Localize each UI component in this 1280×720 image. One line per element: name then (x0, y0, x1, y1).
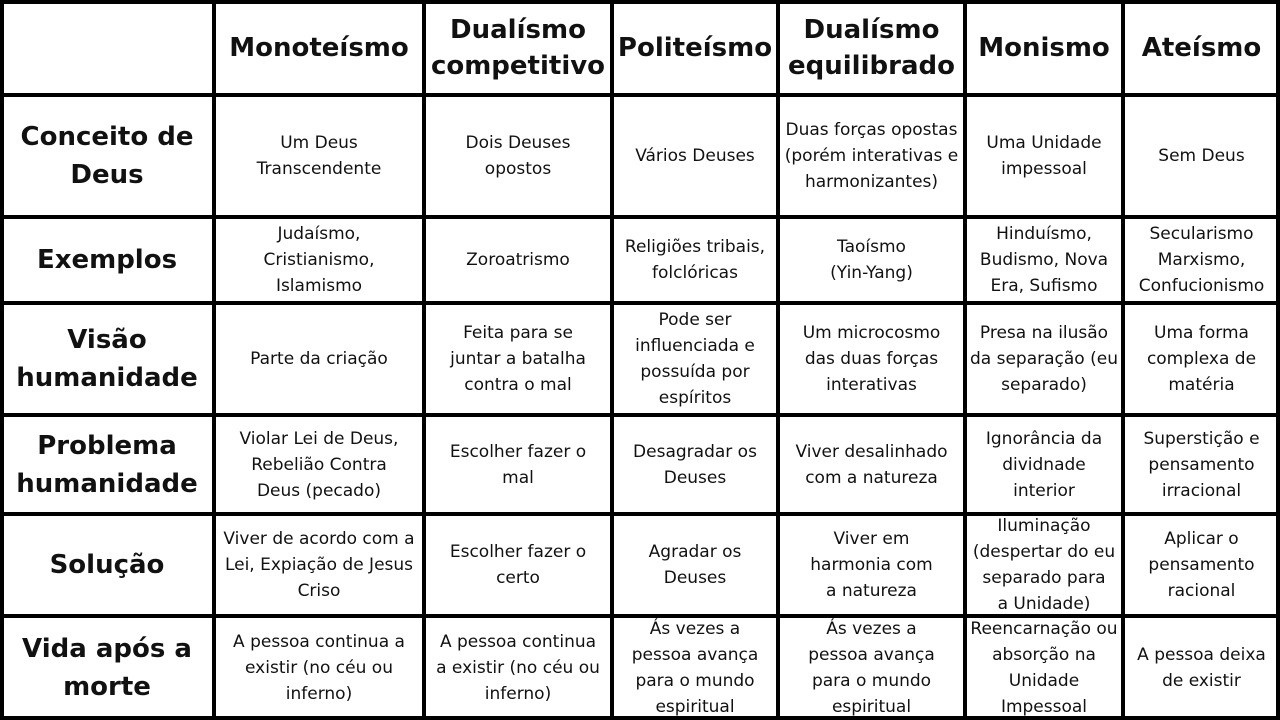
column-header-dualismo-competitivo: Dualísmo competitivo (430, 14, 606, 81)
cell-problema-humanidade-monoteismo: Violar Lei de Deus, Rebelião Contra Deus (pecado) (239, 428, 399, 501)
cell-vida-apos-a-morte-dualismo-competitivo: A pessoa continua a existir (no céu ou inferno) (436, 632, 600, 704)
cell-visao-humanidade-ateismo: Uma forma complexa de matéria (1146, 323, 1257, 395)
cell-visao-humanidade-dualismo-equilibrado: Um microcosmo das duas forças interativas (802, 323, 941, 395)
cell-solucao-monismo: Iluminação (despertar do eu separado para a Unidade) (972, 516, 1116, 614)
row-header-problema-humanidade: Problema humanidade (16, 430, 198, 499)
cell-conceito-de-deus-monismo: Uma Unidade impessoal (986, 133, 1102, 179)
cell-exemplos-dualismo-competitivo: Zoroatrismo (466, 250, 570, 270)
cell-problema-humanidade-monismo: Ignorância da dividnade interior (985, 428, 1103, 501)
column-header-ateismo: Ateísmo (1141, 32, 1262, 63)
corner-cell (0, 0, 214, 95)
cell-visao-humanidade-dualismo-competitivo: Feita para se juntar a batalha contra o mal (450, 323, 586, 395)
cell-visao-humanidade-monoteismo: Parte da criação (250, 349, 388, 369)
row-header-solucao: Solução (49, 550, 165, 580)
row-header-visao-humanidade: Visão humanidade (16, 325, 198, 393)
column-header-monismo: Monismo (978, 32, 1110, 63)
cell-vida-apos-a-morte-monismo: Reencarnação ou absorção na Unidade Impessoal (970, 619, 1118, 717)
cell-solucao-monoteismo: Viver de acordo com a Lei, Expiação de Jesus Criso (223, 529, 415, 601)
row-header-exemplos: Exemplos (36, 245, 178, 275)
cell-conceito-de-deus-dualismo-competitivo: Dois Deuses opostos (465, 133, 571, 179)
cell-exemplos-dualismo-equilibrado: Taoísmo (Yin-Yang) (830, 237, 913, 283)
cell-vida-apos-a-morte-politeismo: Ás vezes a pessoa avança para o mundo espiritual (631, 619, 759, 717)
cell-visao-humanidade-politeismo: Pode ser influenciada e possuída por espíritos (635, 310, 755, 408)
cell-solucao-politeismo: Agradar os Deuses (648, 542, 742, 588)
cell-problema-humanidade-ateismo: Superstição e pensamento irracional (1143, 428, 1260, 501)
cell-conceito-de-deus-ateismo: Sem Deus (1158, 146, 1245, 166)
cell-exemplos-monoteismo: Judaísmo, Cristianismo, Islamismo (263, 224, 375, 296)
cell-exemplos-monismo: Hinduísmo, Budismo, Nova Era, Sufismo (979, 224, 1109, 296)
row-header-conceito-de-deus: Conceito de Deus (20, 122, 194, 190)
cell-vida-apos-a-morte-ateismo: A pessoa deixa de existir (1137, 645, 1266, 691)
cell-solucao-ateismo: Aplicar o pensamento racional (1148, 529, 1255, 601)
cell-vida-apos-a-morte-dualismo-equilibrado: Ás vezes a pessoa avança para o mundo espiritual (808, 619, 935, 717)
row-header-vida-apos-a-morte: Vida após a morte (22, 634, 192, 702)
cell-visao-humanidade-monismo: Presa na ilusão da separação (eu separado) (970, 323, 1118, 395)
column-header-monoteismo: Monoteísmo (229, 32, 409, 63)
cell-problema-humanidade-dualismo-competitivo: Escolher fazer o mal (449, 441, 587, 488)
cell-conceito-de-deus-dualismo-equilibrado: Duas forças opostas (porém interativas e harmonizantes) (784, 120, 959, 192)
column-header-politeismo: Politeísmo (617, 32, 773, 63)
column-header-dualismo-equilibrado: Dualísmo equilibrado (788, 14, 955, 81)
cell-problema-humanidade-politeismo: Desagradar os Deuses (633, 441, 757, 488)
cell-solucao-dualismo-competitivo: Escolher fazer o certo (449, 542, 587, 588)
cell-conceito-de-deus-politeismo: Vários Deuses (635, 146, 755, 166)
cell-problema-humanidade-dualismo-equilibrado: Viver desalinhado com a natureza (795, 441, 948, 488)
cell-vida-apos-a-morte-monoteismo: A pessoa continua a existir (no céu ou inferno) (233, 632, 405, 704)
cell-exemplos-ateismo: Secularismo Marxismo, Confucionismo (1138, 224, 1265, 296)
cell-solucao-dualismo-equilibrado: Viver em harmonia com a natureza (810, 529, 933, 601)
cell-conceito-de-deus-monoteismo: Um Deus Transcendente (256, 133, 382, 179)
cell-exemplos-politeismo: Religiões tribais, folclóricas (624, 237, 766, 283)
